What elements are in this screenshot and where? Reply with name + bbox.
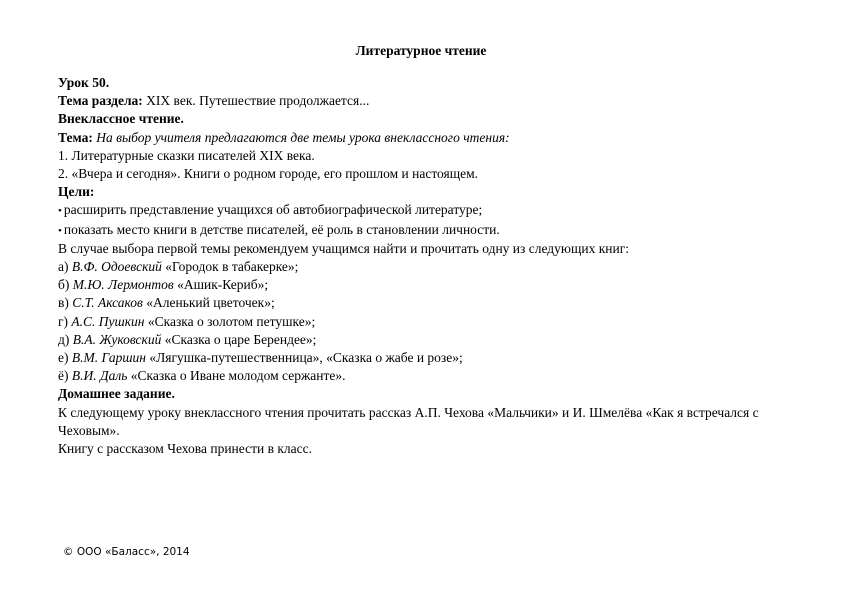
book-item-g: г) А.С. Пушкин «Сказка о золотом петушке»; [58,313,316,329]
copyright-footer: © ООО «Баласс», 2014 [63,546,190,558]
book-author: С.Т. Аксаков [72,295,143,311]
book-item-v: в) С.Т. Аксаков «Аленький цветочек»; [58,295,275,311]
book-author: В.М. Гаршин [71,350,146,366]
book-author: В.А. Жуковский [72,331,162,347]
homework-heading: Домашнее задание. [58,386,175,402]
homework-note: Книгу с рассказом Чехова принести в класс. [58,441,312,457]
book-item-d: д) В.А. Жуковский «Сказка о царе Берендее»; [58,331,317,347]
goals-heading: Цели: [58,184,95,200]
book-title: «Лягушка-путешественница», «Сказка о жабе и розе»; [149,350,463,366]
lesson-number: Урок 50. [58,75,110,90]
book-item-yo: ё) В.И. Даль «Сказка о Иване молодом сержанте». [58,368,346,384]
recommendation-text: В случае выбора первой темы рекомендуем учащимся найти и прочитать одну из следующих книг: [58,240,630,256]
book-author: А.С. Пушкин [71,313,145,329]
book-title: «Ашик-Кериб»; [177,277,269,293]
lesson-content [58,74,798,458]
bullet-icon: • [58,205,62,218]
section-line [58,92,798,110]
homework-text: К следующему уроку внеклассного чтения прочитать рассказ А.П. Чехова «Мальчики» и И. Шмелёва «Как я встречался с Чеховым». [58,404,759,438]
topic-option-1: 1. Литературные сказки писателей XIX века. [58,147,315,163]
topic-option-2: 2. «Вчера и сегодня». Книги о родном городе, его прошлом и настоящем. [58,166,479,182]
page-title: Литературное чтение [355,43,487,58]
book-title: «Аленький цветочек»; [146,295,275,311]
bullet-icon: • [58,224,62,237]
book-title: «Сказка о золотом петушке»; [147,313,316,329]
book-item-a: а) В.Ф. Одоевский «Городок в табакерке»; [58,259,299,275]
book-author: В.Ф. Одоевский [71,259,162,275]
topic-label: Тема: [58,129,93,145]
book-item-b: б) М.Ю. Лермонтов «Ашик-Кериб»; [58,277,269,293]
book-author: М.Ю. Лермонтов [72,277,174,293]
book-title: «Городок в табакерке»; [165,259,299,275]
section-label: Тема раздела: [58,93,143,109]
book-title: «Сказка о царе Берендее»; [164,331,317,347]
goal-item-1: • расширить представление учащихся об автобиографической литературе; [58,202,483,218]
book-title: «Сказка о Иване молодом сержанте». [130,368,346,384]
book-author: В.И. Даль [71,368,128,384]
topic-text: На выбор учителя предлагаются две темы урока внеклассного чтения: [96,129,510,145]
goal-item-2: • показать место книги в детстве писателей, её роль в становлении личности. [58,221,500,237]
book-item-e: е) В.М. Гаршин «Лягушка-путешественница», «Сказка о жабе и розе»; [58,350,463,366]
extra-reading-heading: Внеклассное чтение. [58,111,184,127]
section-text: XIX век. Путешествие продолжается... [146,93,370,109]
topic-line [58,129,798,147]
